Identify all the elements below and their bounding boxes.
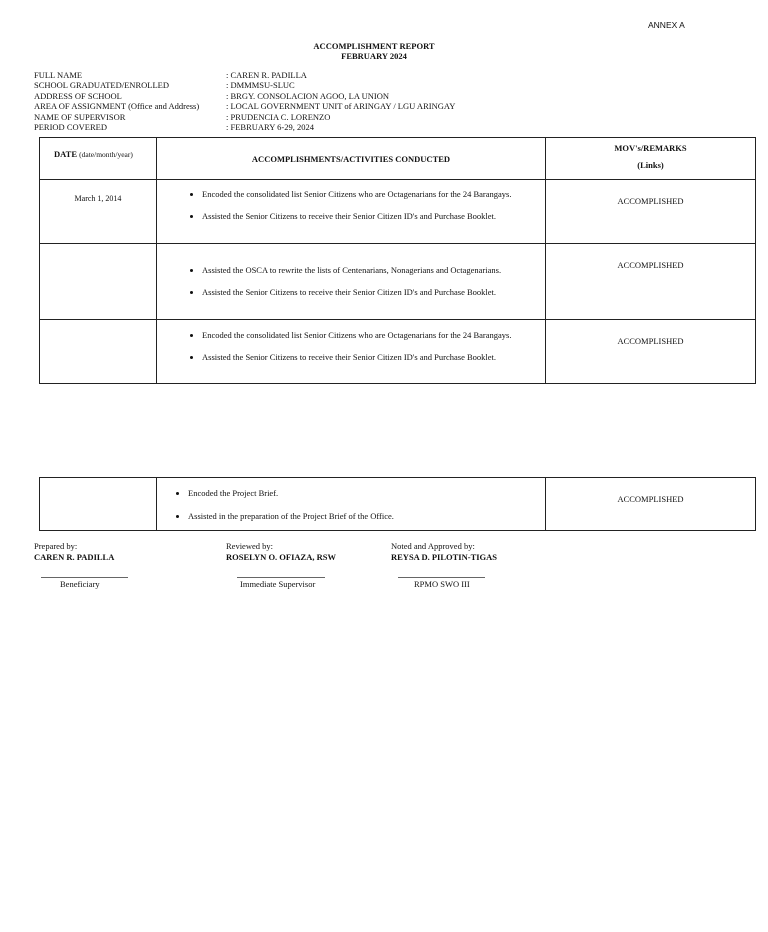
table-row — [40, 244, 756, 320]
activity-item: • Assisted the Senior Citizens to receive their Senior Citizen ID's and Purchase Booklet. — [202, 352, 545, 362]
activity-item: • Assisted the OSCA to rewrite the lists of Centenarians, Nonagerians and Octagenarians. — [202, 265, 545, 275]
signatory-caption: Prepared by: — [34, 541, 78, 551]
header-date — [40, 138, 157, 180]
header-date-label: DATE — [54, 149, 77, 159]
activity-item: • Encoded the consolidated list Senior Citizens who are Octagenarians for the 24 Barangays. — [202, 330, 545, 340]
row-date — [40, 478, 157, 531]
report-period-title: FEBRUARY 2024 — [341, 51, 407, 61]
activity-item: • Encoded the consolidated list Senior Citizens who are Octagenarians for the 24 Barangays. — [202, 189, 545, 199]
info-label: ADDRESS OF SCHOOL — [34, 90, 122, 101]
info-value: : BRGY. CONSOLACION AGOO, LA UNION — [226, 90, 390, 101]
info-label: PERIOD COVERED — [34, 121, 107, 132]
row-activities — [157, 320, 546, 384]
header-date-hint: (date/month/year) — [79, 150, 133, 159]
signatory-reviewed — [226, 541, 336, 563]
report-title: ACCOMPLISHMENT REPORT — [313, 41, 435, 51]
header-links-label: (Links) — [637, 160, 664, 170]
row-date — [40, 320, 157, 384]
table-row — [40, 180, 756, 244]
info-value: : LOCAL GOVERNMENT UNIT of ARINGAY / LGU ARINGAY — [226, 101, 456, 112]
row-date — [40, 244, 157, 320]
signatory-noted — [391, 541, 497, 563]
accomplishment-table-continued — [39, 477, 756, 531]
row-remark: ACCOMPLISHED — [546, 478, 756, 531]
row-activities — [157, 478, 546, 531]
table-header-row — [40, 138, 756, 180]
signatory-name: CAREN R. PADILLA — [34, 552, 115, 562]
info-label: FULL NAME — [34, 70, 83, 80]
row-activities — [157, 180, 546, 244]
signatory-prepared — [34, 541, 114, 563]
activity-list — [157, 189, 545, 221]
activity-item: • Encoded the Project Brief. — [188, 488, 545, 498]
signatory-caption: Noted and Approved by: — [391, 541, 475, 551]
signatory-name: REYSA D. PILOTIN-TIGAS — [391, 552, 498, 562]
info-value: : PRUDENCIA C. LORENZO — [226, 111, 331, 122]
row-remark: ACCOMPLISHED — [546, 244, 756, 320]
signature-line — [398, 577, 485, 578]
row-date: March 1, 2014 — [40, 180, 157, 244]
signatory-role: RPMO SWO III — [414, 579, 470, 589]
signatory-role: Immediate Supervisor — [240, 579, 316, 589]
info-value: : DMMMSU-SLUC — [226, 80, 295, 91]
header-activities: ACCOMPLISHMENTS/ACTIVITIES CONDUCTED — [157, 138, 546, 180]
info-value: : CAREN R. PADILLA — [226, 70, 307, 80]
row-activities — [157, 244, 546, 320]
signature-line — [237, 577, 325, 578]
annex-label: ANNEX A — [648, 20, 685, 30]
info-label: NAME OF SUPERVISOR — [34, 111, 126, 122]
info-label: SCHOOL GRADUATED/ENROLLED — [34, 80, 169, 91]
signature-line — [41, 577, 128, 578]
info-label: AREA OF ASSIGNMENT (Office and Address) — [34, 101, 200, 112]
header-mov-label: MOV's/REMARKS — [614, 143, 687, 153]
row-remark: ACCOMPLISHED — [546, 180, 756, 244]
accomplishment-table — [39, 137, 756, 384]
row-remark: ACCOMPLISHED — [546, 320, 756, 384]
activity-item: • Assisted in the preparation of the Project Brief of the Office. — [188, 511, 545, 521]
activity-item: • Assisted the Senior Citizens to receive their Senior Citizen ID's and Purchase Booklet. — [202, 211, 545, 221]
signatory-caption: Reviewed by: — [226, 541, 273, 551]
signatory-role: Beneficiary — [60, 579, 100, 589]
activity-list — [157, 488, 545, 521]
info-value: : FEBRUARY 6-29, 2024 — [226, 121, 315, 132]
table-row — [40, 478, 756, 531]
activity-item: • Assisted the Senior Citizens to receive their Senior Citizen ID's and Purchase Booklet. — [202, 287, 545, 297]
activity-list — [157, 265, 545, 297]
table-row — [40, 320, 756, 384]
header-mov — [546, 138, 756, 180]
activity-list — [157, 330, 545, 362]
signatory-name: ROSELYN O. OFIAZA, RSW — [226, 552, 336, 562]
